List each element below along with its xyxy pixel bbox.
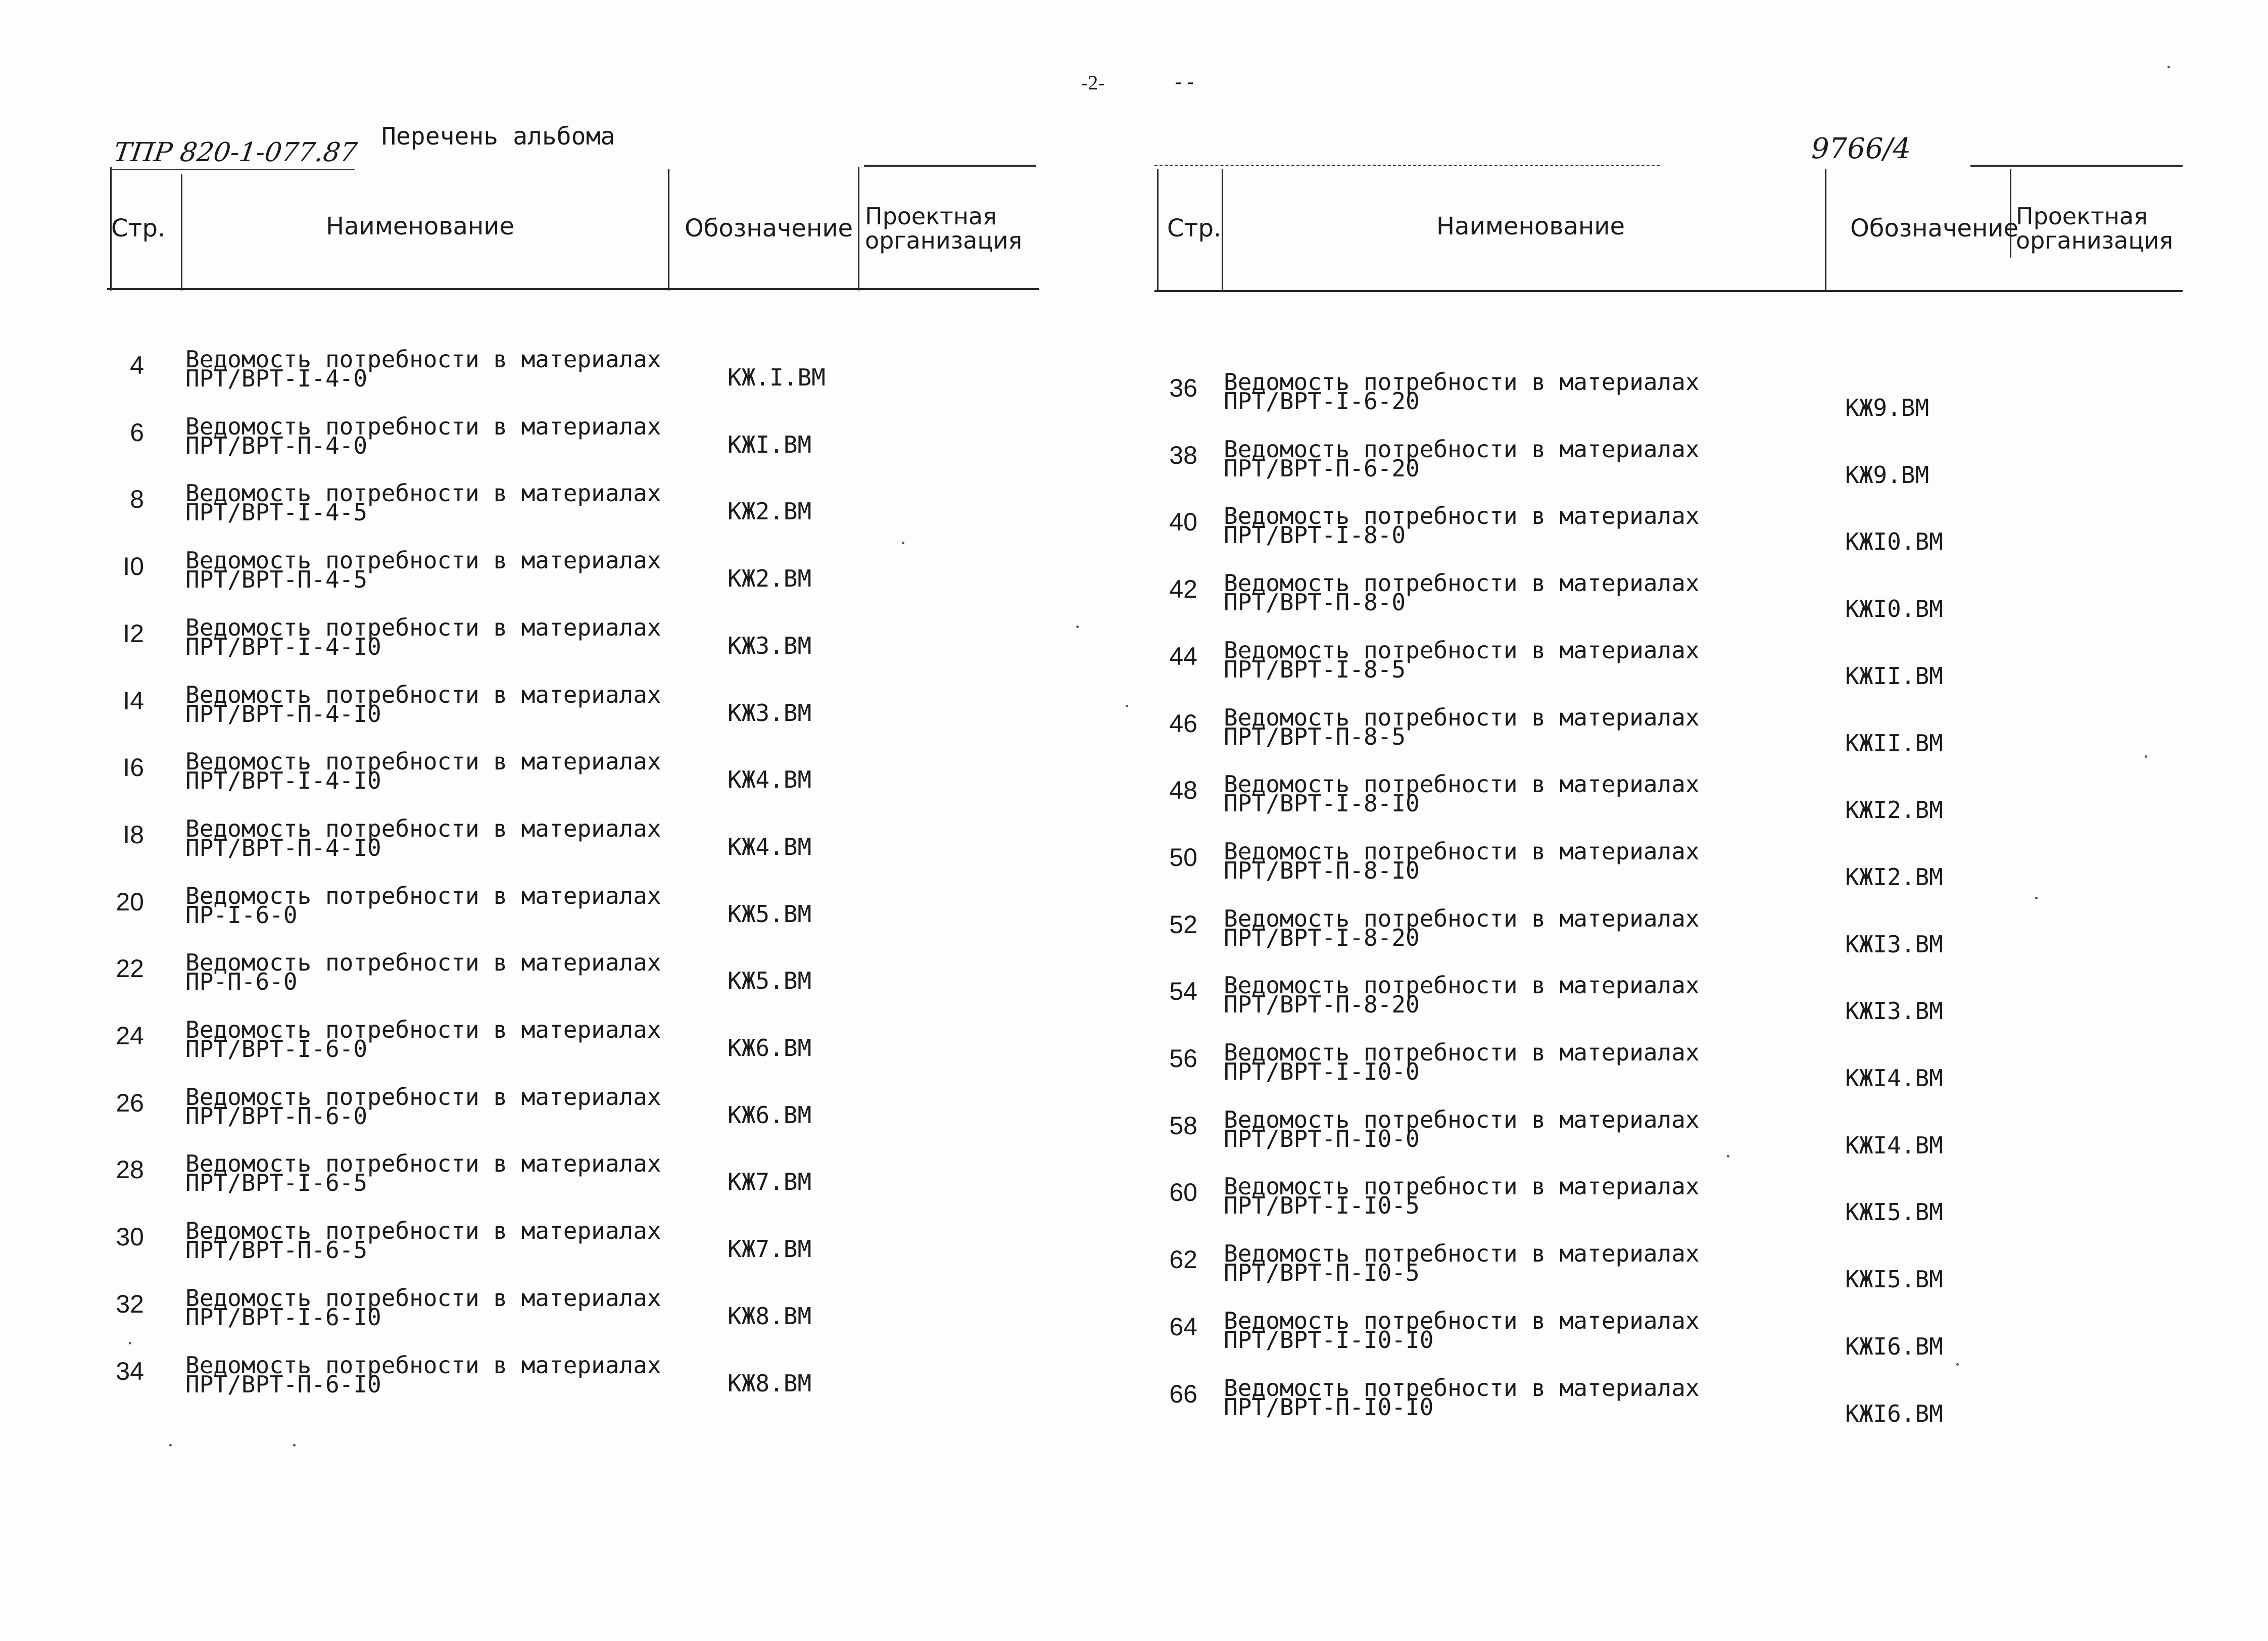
table-row: [99, 1284, 1038, 1354]
row-designation: КЖ8.ВМ: [728, 1302, 812, 1330]
row-designation: КЖI2.ВМ: [1845, 796, 1943, 824]
row-subtitle: ПРТ/ВРТ-I-6-20: [1224, 388, 1420, 415]
row-title: Ведомость потребности в материалах: [185, 1217, 661, 1245]
row-title: Ведомость потребности в материалах: [1224, 837, 1700, 865]
col-header-org-1: Проектная: [865, 203, 997, 230]
row-designation: КЖ3.ВМ: [728, 699, 812, 727]
row-designation: КЖ2.ВМ: [728, 565, 812, 593]
row-designation: КЖ5.ВМ: [728, 967, 812, 995]
row-title: Ведомость потребности в материалах: [185, 479, 661, 507]
row-subtitle: ПРТ/ВРТ-П-6-20: [1224, 454, 1420, 482]
row-page-number: 32: [116, 1289, 144, 1318]
row-title: Ведомость потребности в материалах: [1224, 703, 1700, 731]
row-page-number: 66: [1169, 1379, 1197, 1408]
row-subtitle: ПР-П-6-0: [185, 968, 298, 996]
row-designation: КЖI4.ВМ: [1845, 1131, 1943, 1159]
row-page-number: 4: [130, 351, 144, 379]
row-designation: КЖ.I.ВМ: [728, 364, 826, 391]
row-title: Ведомость потребности в материалах: [1224, 1374, 1700, 1402]
table-row: [1152, 1039, 2183, 1108]
row-title: Ведомость потребности в материалах: [185, 1351, 661, 1379]
row-page-number: 34: [116, 1357, 144, 1385]
row-title: Ведомость потребности в материалах: [1224, 770, 1700, 798]
row-designation: КЖ4.ВМ: [728, 833, 812, 860]
row-designation: КЖ4.ВМ: [728, 766, 812, 794]
row-designation: КЖ2.ВМ: [728, 498, 812, 525]
row-title: Ведомость потребности в материалах: [185, 547, 661, 574]
row-title: Ведомость потребности в материалах: [1224, 1039, 1700, 1066]
table-row: [99, 1351, 1038, 1421]
row-designation: КЖI0.ВМ: [1845, 528, 1943, 556]
table-row: [1152, 703, 2183, 774]
row-subtitle: ПРТ/ВРТ-П-6-5: [185, 1236, 368, 1264]
row-title: Ведомость потребности в материалах: [1224, 368, 1700, 396]
row-designation: КЖ7.ВМ: [728, 1235, 812, 1263]
table-row: [99, 949, 1038, 1019]
row-title: Ведомость потребности в материалах: [1224, 1105, 1700, 1133]
row-page-number: 26: [116, 1088, 144, 1117]
row-designation: КЖ3.ВМ: [728, 632, 812, 659]
header-dash: --: [1172, 71, 1197, 94]
row-subtitle: ПРТ/ВРТ-П-4-5: [185, 566, 368, 594]
row-subtitle: ПР-I-6-0: [185, 901, 298, 929]
row-designation: КЖ9.ВМ: [1845, 394, 1929, 421]
row-title: Ведомость потребности в материалах: [185, 1083, 661, 1111]
row-subtitle: ПРТ/ВРТ-I-6-5: [185, 1169, 368, 1197]
row-subtitle: ПРТ/ВРТ-I-4-5: [185, 499, 368, 526]
row-page-number: I4: [123, 686, 144, 715]
row-subtitle: ПРТ/ВРТ-П-6-I0: [185, 1370, 381, 1398]
row-page-number: 24: [116, 1022, 144, 1050]
table-row: [99, 613, 1038, 684]
row-page-number: 44: [1169, 642, 1197, 670]
row-title: Ведомость потребности в материалах: [1224, 636, 1700, 664]
row-title: Ведомость потребности в материалах: [185, 949, 661, 977]
table-row: [1152, 1307, 2183, 1377]
row-title: Ведомость потребности в материалах: [1224, 972, 1700, 999]
row-designation: КЖ9.ВМ: [1845, 461, 1929, 489]
row-title: Ведомость потребности в материалах: [185, 748, 661, 776]
table-row: [99, 1217, 1038, 1287]
col-header-name: Наименование: [1436, 212, 1625, 240]
table-row: [99, 479, 1038, 549]
row-subtitle: ПРТ/ВРТ-I-8-5: [1224, 655, 1406, 683]
row-subtitle: ПРТ/ВРТ-I-4-0: [185, 365, 368, 392]
row-title: Ведомость потребности в материалах: [1224, 502, 1700, 530]
row-designation: КЖI4.ВМ: [1845, 1065, 1943, 1092]
row-page-number: 46: [1169, 709, 1197, 738]
table-row: [1152, 972, 2183, 1041]
row-title: Ведомость потребности в материалах: [1224, 435, 1700, 463]
row-title: Ведомость потребности в материалах: [1224, 1173, 1700, 1200]
row-designation: КЖ5.ВМ: [728, 900, 812, 928]
row-subtitle: ПРТ/ВРТ-I-8-I0: [1224, 790, 1420, 817]
col-header-page: Стр.: [111, 214, 166, 243]
row-subtitle: ПРТ/ВРТ-П-8-5: [1224, 722, 1406, 750]
col-header-designation: Обозначение: [1850, 214, 2019, 243]
col-header-name: Наименование: [326, 212, 515, 240]
row-page-number: I8: [123, 820, 144, 849]
row-page-number: 36: [1169, 374, 1197, 402]
table-row: [1152, 837, 2183, 907]
row-title: Ведомость потребности в материалах: [185, 1016, 661, 1043]
row-page-number: 8: [130, 485, 144, 514]
table-row: [99, 1083, 1038, 1153]
table-row: [1152, 502, 2183, 572]
row-designation: КЖI.ВМ: [728, 430, 812, 458]
table-row: [99, 1016, 1038, 1086]
row-subtitle: ПРТ/ВРТ-П-I0-5: [1224, 1259, 1420, 1287]
col-header-page: Стр.: [1167, 214, 1222, 243]
row-title: Ведомость потребности в материалах: [1224, 569, 1700, 597]
row-designation: КЖII.ВМ: [1845, 729, 1943, 757]
table-row: [1152, 1240, 2183, 1310]
row-title: Ведомость потребности в материалах: [1224, 904, 1700, 932]
row-subtitle: ПРТ/ВРТ-П-4-I0: [185, 700, 381, 728]
row-subtitle: ПРТ/ВРТ-П-6-0: [185, 1102, 368, 1130]
table-row: [1152, 1105, 2183, 1176]
table-row: [99, 547, 1038, 616]
page-number: -2-: [1081, 71, 1105, 94]
row-designation: КЖ8.ВМ: [728, 1369, 812, 1397]
row-title: Ведомость потребности в материалах: [1224, 1240, 1700, 1268]
row-page-number: I6: [123, 753, 144, 782]
row-subtitle: ПРТ/ВРТ-П-I0-0: [1224, 1125, 1420, 1152]
row-designation: КЖI2.ВМ: [1845, 863, 1943, 891]
row-title: Ведомость потребности в материалах: [185, 1150, 661, 1178]
table-row: [1152, 636, 2183, 706]
row-title: Ведомость потребности в материалах: [185, 346, 661, 373]
row-subtitle: ПРТ/ВРТ-I-I0-5: [1224, 1192, 1420, 1220]
row-page-number: 22: [116, 954, 144, 983]
row-page-number: 62: [1169, 1245, 1197, 1274]
row-title: Ведомость потребности в материалах: [185, 814, 661, 842]
row-subtitle: ПРТ/ВРТ-П-8-I0: [1224, 856, 1420, 884]
table-row: [99, 814, 1038, 885]
row-designation: КЖI5.ВМ: [1845, 1198, 1943, 1226]
row-page-number: 48: [1169, 776, 1197, 805]
row-designation: КЖ7.ВМ: [728, 1168, 812, 1196]
row-page-number: 30: [116, 1223, 144, 1251]
col-header-org-2: организация: [2016, 227, 2174, 254]
row-designation: КЖ6.ВМ: [728, 1101, 812, 1129]
row-subtitle: ПРТ/ВРТ-П-4-0: [185, 431, 368, 459]
row-title: Ведомость потребности в материалах: [1224, 1307, 1700, 1334]
table-row: [1152, 368, 2183, 438]
table-row: [1152, 904, 2183, 975]
row-page-number: 20: [116, 887, 144, 916]
document-code: ТПР 820-1-077.87: [111, 137, 359, 170]
row-designation: КЖI3.ВМ: [1845, 930, 1943, 958]
row-subtitle: ПРТ/ВРТ-I-I0-0: [1224, 1058, 1420, 1085]
row-designation: КЖI5.ВМ: [1845, 1266, 1943, 1293]
row-page-number: 42: [1169, 575, 1197, 604]
row-title: Ведомость потребности в материалах: [185, 1284, 661, 1312]
row-subtitle: ПРТ/ВРТ-I-8-20: [1224, 924, 1420, 951]
row-designation: КЖII.ВМ: [1845, 662, 1943, 690]
row-page-number: 40: [1169, 508, 1197, 537]
album-title: Перечень альбома: [381, 122, 615, 151]
table-row: [1152, 1173, 2183, 1242]
row-designation: КЖI6.ВМ: [1845, 1332, 1943, 1360]
row-page-number: I0: [123, 552, 144, 581]
row-page-number: 6: [130, 418, 144, 447]
row-title: Ведомость потребности в материалах: [185, 412, 661, 440]
row-title: Ведомость потребности в материалах: [185, 681, 661, 708]
table-row: [1152, 435, 2183, 505]
row-page-number: 28: [116, 1155, 144, 1184]
row-subtitle: ПРТ/ВРТ-I-4-I0: [185, 633, 381, 660]
row-subtitle: ПРТ/ВРТ-П-8-0: [1224, 589, 1406, 616]
row-subtitle: ПРТ/ВРТ-I-I0-I0: [1224, 1326, 1434, 1354]
row-designation: КЖI3.ВМ: [1845, 997, 1943, 1025]
row-subtitle: ПРТ/ВРТ-I-4-I0: [185, 767, 381, 795]
table-row: [99, 346, 1038, 415]
table-row: [99, 1150, 1038, 1220]
row-page-number: 60: [1169, 1178, 1197, 1207]
row-subtitle: ПРТ/ВРТ-П-4-I0: [185, 834, 381, 861]
row-page-number: 58: [1169, 1111, 1197, 1140]
table-row: [99, 412, 1038, 482]
archive-number: 9766/4: [1811, 132, 1911, 165]
row-designation: КЖI6.ВМ: [1845, 1399, 1943, 1427]
row-subtitle: ПРТ/ВРТ-I-6-0: [185, 1035, 368, 1063]
col-header-org-2: организация: [865, 227, 1023, 254]
row-designation: КЖ6.ВМ: [728, 1034, 812, 1061]
table-row: [99, 748, 1038, 817]
row-page-number: 54: [1169, 977, 1197, 1006]
table-row: [99, 681, 1038, 751]
row-page-number: I2: [123, 619, 144, 648]
row-subtitle: ПРТ/ВРТ-I-6-I0: [185, 1303, 381, 1331]
row-title: Ведомость потребности в материалах: [185, 613, 661, 641]
row-page-number: 56: [1169, 1044, 1197, 1073]
row-title: Ведомость потребности в материалах: [185, 882, 661, 909]
row-page-number: 64: [1169, 1312, 1197, 1341]
table-row: [1152, 770, 2183, 840]
row-subtitle: ПРТ/ВРТ-П-I0-I0: [1224, 1393, 1434, 1421]
row-page-number: 52: [1169, 910, 1197, 939]
row-page-number: 50: [1169, 843, 1197, 872]
row-subtitle: ПРТ/ВРТ-I-8-0: [1224, 521, 1406, 549]
table-row: [1152, 569, 2183, 639]
row-subtitle: ПРТ/ВРТ-П-8-20: [1224, 991, 1420, 1019]
col-header-org-1: Проектная: [2016, 203, 2148, 230]
row-page-number: 38: [1169, 441, 1197, 469]
table-row: [1152, 1374, 2183, 1444]
col-header-designation: Обозначение: [685, 214, 853, 243]
table-row: [99, 882, 1038, 952]
row-designation: КЖI0.ВМ: [1845, 595, 1943, 623]
